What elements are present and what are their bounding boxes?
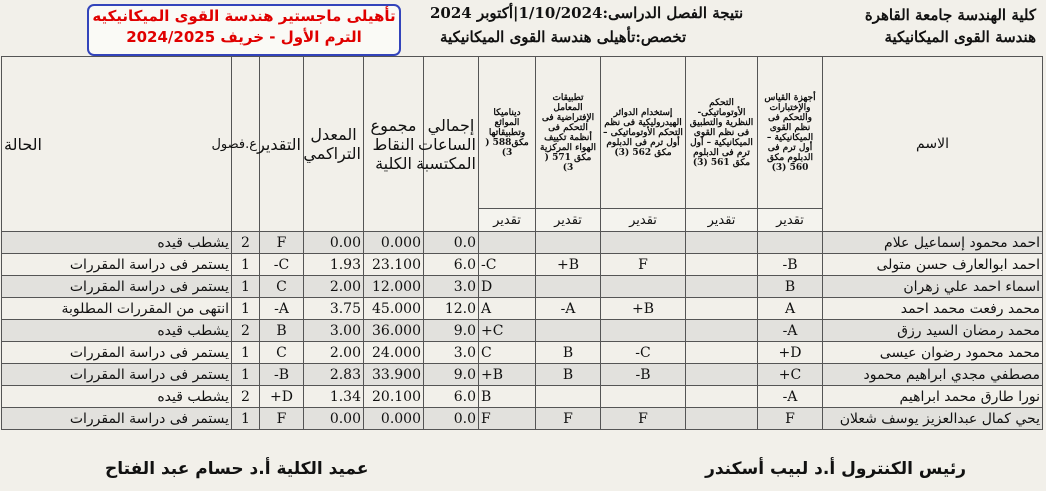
- total-points: 12.000: [364, 276, 424, 298]
- total-points: 0.000: [364, 232, 424, 254]
- control-head-signature: رئيس الكنترول أ.د لبيب أسكندر: [705, 459, 966, 479]
- department-title: هندسة القوى الميكانيكية: [884, 28, 1036, 46]
- total-points: 23.100: [364, 254, 424, 276]
- status: يستمر فى دراسة المقررات: [2, 254, 232, 276]
- grade-c571: B: [536, 342, 601, 364]
- grade-c588: D: [479, 276, 536, 298]
- header-c562: إستخدام الدوائر الهيدروليكية فى نظم التحكم الأوتوماتيكى – أول ترم فى الدبلوم مكق 562 (3): [601, 57, 686, 209]
- status: يشطب قيده: [2, 386, 232, 408]
- grade-c561: [686, 320, 758, 342]
- grade-c571: F: [536, 408, 601, 430]
- grade-c562: C-: [601, 342, 686, 364]
- grade-c562: F: [601, 408, 686, 430]
- total-hours: 9.0: [424, 364, 479, 386]
- student-name: احمد ابوالعارف حسن متولى: [823, 254, 1043, 276]
- semester-count: 1: [232, 342, 260, 364]
- table-row: [2, 342, 1043, 364]
- table-row: [2, 254, 1043, 276]
- table-row: [2, 386, 1043, 408]
- overall-grade: D+: [260, 386, 304, 408]
- grade-c588: C+: [479, 320, 536, 342]
- grade-c561: [686, 342, 758, 364]
- status: يشطب قيده: [2, 320, 232, 342]
- header-semesters: ع.فصول: [232, 57, 260, 232]
- program-box: [87, 4, 401, 56]
- student-name: محمد رمضان السيد رزق: [823, 320, 1043, 342]
- overall-grade: C-: [260, 254, 304, 276]
- semester-count: 2: [232, 232, 260, 254]
- semester-count: 2: [232, 320, 260, 342]
- program-line-1: تأهيلى ماجستير هندسة القوى الميكانيكيه: [92, 7, 396, 25]
- grade-c562: B+: [601, 298, 686, 320]
- gpa: 2.00: [304, 276, 364, 298]
- gpa: 0.00: [304, 408, 364, 430]
- total-hours: 0.0: [424, 408, 479, 430]
- grade-c588: A: [479, 298, 536, 320]
- grade-c588: [479, 232, 536, 254]
- grade-c560: A-: [758, 386, 823, 408]
- grade-c561: [686, 232, 758, 254]
- dean-signature: عميد الكلية أ.د حسام عبد الفتاح: [105, 459, 369, 479]
- student-name: يحي كمال عبدالعزيز يوسف شعلان: [823, 408, 1043, 430]
- grade-c571: [536, 232, 601, 254]
- table-row: [2, 364, 1043, 386]
- status: انتهى من المقررات المطلوبة: [2, 298, 232, 320]
- overall-grade: B: [260, 320, 304, 342]
- subheader-grade: تقدير: [758, 209, 823, 232]
- table-row: [2, 298, 1043, 320]
- grade-c562: [601, 232, 686, 254]
- header-gpa: المعدل التراكمي: [304, 57, 364, 232]
- grade-c562: B-: [601, 364, 686, 386]
- total-hours: 12.0: [424, 298, 479, 320]
- grade-c588: B: [479, 386, 536, 408]
- subheader-grade: تقدير: [536, 209, 601, 232]
- status: يستمر فى دراسة المقررات: [2, 408, 232, 430]
- table-row: [2, 408, 1043, 430]
- total-points: 24.000: [364, 342, 424, 364]
- header-c588: ديناميكا الموائع وتطبيقاتها مكق588 ( 3): [479, 57, 536, 209]
- header-status: الحالة: [2, 57, 232, 232]
- grade-c571: B: [536, 364, 601, 386]
- student-name: مصطفي مجدي ابراهيم محمود: [823, 364, 1043, 386]
- overall-grade: F: [260, 232, 304, 254]
- grade-c561: [686, 254, 758, 276]
- grade-c560: F: [758, 408, 823, 430]
- total-hours: 0.0: [424, 232, 479, 254]
- header-c571: تطبيقات المعامل الإفتراضية فى التحكم فى أنظمة تكييف الهواء المركزية مكق 571 ( 3): [536, 57, 601, 209]
- overall-grade: B-: [260, 364, 304, 386]
- program-line-2: الترم الأول - خريف 2024/2025: [126, 28, 362, 46]
- grade-c561: [686, 298, 758, 320]
- overall-grade: F: [260, 408, 304, 430]
- total-points: 36.000: [364, 320, 424, 342]
- header-name: الاسم: [823, 57, 1043, 232]
- gpa: 1.93: [304, 254, 364, 276]
- header-c560: أجهزة القياس والإختبارات والتحكم فى نظم القوى الميكانيكية – أول ترم فى الدبلوم مكق 560 (3): [758, 57, 823, 209]
- student-name: نورا طارق محمد ابراهيم: [823, 386, 1043, 408]
- grade-c560: B: [758, 276, 823, 298]
- grade-c588: C-: [479, 254, 536, 276]
- grade-c561: [686, 276, 758, 298]
- gpa: 1.34: [304, 386, 364, 408]
- total-points: 0.000: [364, 408, 424, 430]
- student-name: محمد رفعت محمد احمد: [823, 298, 1043, 320]
- total-hours: 3.0: [424, 342, 479, 364]
- total-points: 45.000: [364, 298, 424, 320]
- gpa: 3.75: [304, 298, 364, 320]
- specialization-title: تخصص:تأهيلى هندسة القوى الميكانيكية: [440, 28, 687, 46]
- semester-count: 1: [232, 298, 260, 320]
- grade-c562: [601, 276, 686, 298]
- header-c561: التحكم الأوتوماتيكى- النظرية والتطبيق فى نظم القوى الميكانيكية – أول ترم فى الدبلوم مكق 561 (3): [686, 57, 758, 209]
- grade-c571: B+: [536, 254, 601, 276]
- grade-c562: [601, 320, 686, 342]
- grade-c560: A-: [758, 320, 823, 342]
- total-hours: 6.0: [424, 254, 479, 276]
- semester-count: 1: [232, 408, 260, 430]
- total-hours: 9.0: [424, 320, 479, 342]
- header-hours: إجمالي الساعات المكتسبة: [424, 57, 479, 232]
- semester-count: 1: [232, 364, 260, 386]
- grade-c560: B-: [758, 254, 823, 276]
- status: يشطب قيده: [2, 232, 232, 254]
- grade-c562: F: [601, 254, 686, 276]
- gpa: 0.00: [304, 232, 364, 254]
- semester-count: 2: [232, 386, 260, 408]
- subheader-grade: تقدير: [601, 209, 686, 232]
- semester-count: 1: [232, 254, 260, 276]
- grade-c562: [601, 386, 686, 408]
- grade-c571: A-: [536, 298, 601, 320]
- gpa: 3.00: [304, 320, 364, 342]
- grade-c561: [686, 408, 758, 430]
- status: يستمر فى دراسة المقررات: [2, 342, 232, 364]
- table-row: [2, 276, 1043, 298]
- grade-c560: C+: [758, 364, 823, 386]
- results-table: [1, 56, 1043, 430]
- faculty-title: كلية الهندسة جامعة القاهرة: [864, 6, 1036, 24]
- grade-c588: F: [479, 408, 536, 430]
- grade-c560: [758, 232, 823, 254]
- subheader-grade: تقدير: [686, 209, 758, 232]
- grade-c571: [536, 386, 601, 408]
- grade-c588: C: [479, 342, 536, 364]
- table-row: [2, 320, 1043, 342]
- grade-c560: D+: [758, 342, 823, 364]
- gpa: 2.83: [304, 364, 364, 386]
- status: يستمر فى دراسة المقررات: [2, 276, 232, 298]
- student-name: محمد محمود رضوان عيسى: [823, 342, 1043, 364]
- gpa: 2.00: [304, 342, 364, 364]
- header-points: مجموع النقاط الكلية: [364, 57, 424, 232]
- total-hours: 6.0: [424, 386, 479, 408]
- subheader-grade: تقدير: [479, 209, 536, 232]
- student-name: اسماء احمد علي زهران: [823, 276, 1043, 298]
- semester-count: 1: [232, 276, 260, 298]
- total-points: 33.900: [364, 364, 424, 386]
- result-title: نتيجة الفصل الدراسى:1/10/2024|أكتوبر 2024: [430, 4, 744, 22]
- student-name: احمد محمود إسماعيل علام: [823, 232, 1043, 254]
- grade-c560: A: [758, 298, 823, 320]
- table-row: [2, 232, 1043, 254]
- overall-grade: C: [260, 276, 304, 298]
- grade-c571: [536, 320, 601, 342]
- grade-c561: [686, 386, 758, 408]
- header-grade: التقدير: [260, 57, 304, 232]
- grade-c571: [536, 276, 601, 298]
- overall-grade: C: [260, 342, 304, 364]
- grade-c561: [686, 364, 758, 386]
- total-hours: 3.0: [424, 276, 479, 298]
- grade-c588: B+: [479, 364, 536, 386]
- status: يستمر فى دراسة المقررات: [2, 364, 232, 386]
- overall-grade: A-: [260, 298, 304, 320]
- total-points: 20.100: [364, 386, 424, 408]
